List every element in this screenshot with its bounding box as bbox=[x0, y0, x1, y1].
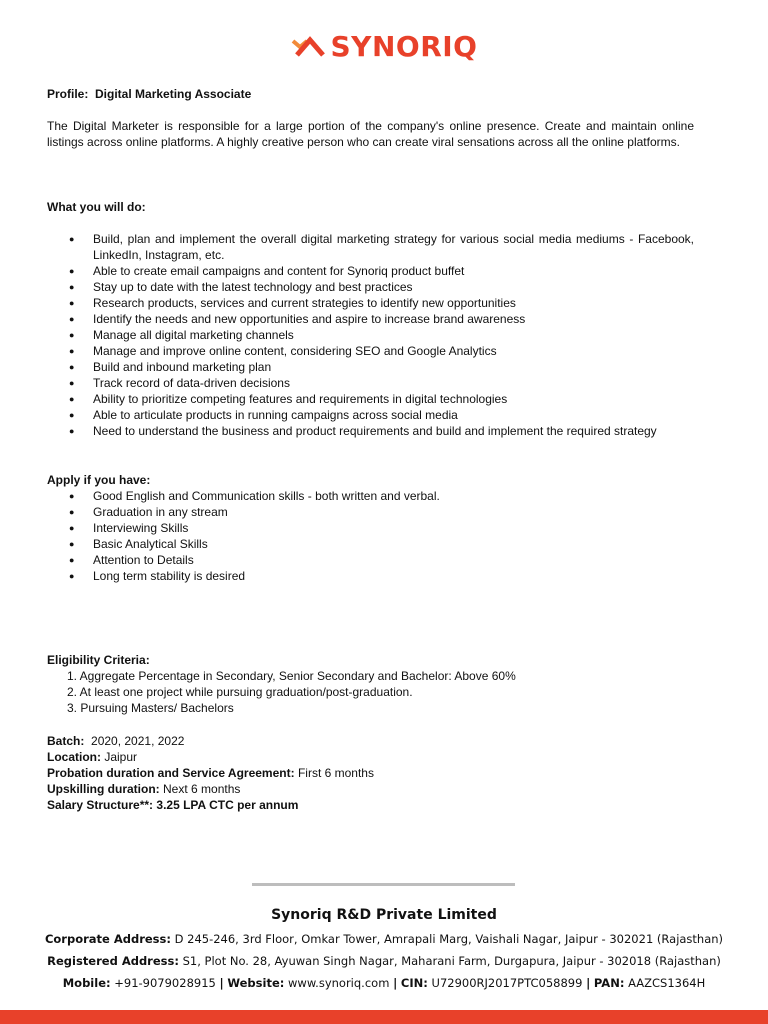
bullet-icon: ● bbox=[69, 346, 75, 356]
footer-company-name: Synoriq R&D Private Limited bbox=[271, 907, 497, 923]
bullet-icon: ● bbox=[69, 571, 75, 581]
bullet-icon: ● bbox=[69, 330, 75, 340]
registered-address-value: S1, Plot No. 28, Ayuwan Singh Nagar, Maharani Farm, Durgapura, Jaipur - 302018 (Rajasthan) bbox=[182, 954, 721, 968]
bullet-icon: ● bbox=[69, 234, 75, 244]
mobile-label: Mobile: bbox=[62, 976, 111, 990]
profile-line bbox=[47, 86, 694, 102]
requirements-list bbox=[47, 488, 694, 584]
eligibility-list bbox=[47, 668, 694, 716]
pan-value: AAZCS1364H bbox=[628, 976, 706, 990]
bullet-icon: ● bbox=[69, 394, 75, 404]
bullet-icon: ● bbox=[69, 410, 75, 420]
list-item: ● Need to understand the business and product requirements and build and implement the required strategy bbox=[69, 424, 657, 438]
pan-label: PAN: bbox=[593, 976, 625, 990]
upskilling-label: Upskilling duration: bbox=[47, 782, 160, 796]
footer-brand-bar bbox=[0, 1010, 768, 1024]
bullet-icon: ● bbox=[69, 539, 75, 549]
probation-value: First 6 months bbox=[297, 766, 374, 780]
list-item: ● Able to articulate products in running campaigns across social media bbox=[69, 408, 458, 422]
contact-line bbox=[0, 976, 768, 990]
bullet-icon: ● bbox=[69, 266, 75, 276]
list-item: ● Identify the needs and new opportunities and aspire to increase brand awareness bbox=[69, 312, 526, 326]
probation-label: Probation duration and Service Agreement: bbox=[47, 766, 295, 780]
batch-label: Batch: bbox=[47, 734, 85, 748]
corporate-address-value: D 245-246, 3rd Floor, Omkar Tower, Amrapali Marg, Vaishali Nagar, Jaipur - 302021 (Rajasthan) bbox=[174, 932, 724, 946]
list-item: 3. Pursuing Masters/ Bachelors bbox=[67, 701, 234, 715]
bullet-icon: ● bbox=[69, 507, 75, 517]
location-value: Jaipur bbox=[104, 750, 138, 764]
job-details bbox=[47, 733, 694, 813]
separator: | bbox=[219, 976, 224, 990]
registered-address-label: Registered Address: bbox=[47, 954, 179, 968]
list-item: ● Build, plan and implement the overall digital marketing strategy for various social media mediums - Facebook, LinkedIn, Instagram, etc. bbox=[69, 232, 694, 262]
website-label: Website: bbox=[227, 976, 285, 990]
upskilling-line bbox=[47, 781, 694, 797]
bullet-icon: ● bbox=[69, 523, 75, 533]
list-item: ● Build and inbound marketing plan bbox=[69, 360, 272, 374]
what-you-will-do-heading: What you will do: bbox=[47, 200, 146, 214]
profile-label: Profile: bbox=[47, 87, 89, 101]
salary-value: 3.25 LPA CTC per annum bbox=[156, 798, 299, 812]
list-item: ● Interviewing Skills bbox=[69, 521, 189, 535]
bullet-icon: ● bbox=[69, 426, 75, 436]
list-item: ● Ability to prioritize competing features and requirements in digital technologies bbox=[69, 392, 508, 406]
list-item: ● Manage all digital marketing channels bbox=[69, 328, 294, 342]
profile-title: Digital Marketing Associate bbox=[95, 87, 252, 101]
probation-line bbox=[47, 765, 694, 781]
eligibility-heading: Eligibility Criteria: bbox=[47, 653, 150, 667]
responsibilities-list bbox=[47, 231, 694, 439]
registered-address bbox=[0, 954, 768, 968]
bullet-icon: ● bbox=[69, 491, 75, 501]
company-logo bbox=[0, 28, 768, 64]
list-item: 2. At least one project while pursuing graduation/post-graduation. bbox=[67, 685, 413, 699]
bullet-icon: ● bbox=[69, 314, 75, 324]
intro-paragraph: The Digital Marketer is responsible for a large portion of the company's online presence. Create and maintain online listings across online platforms. A highly creative person who can create viral sensations across all the online platforms. bbox=[47, 119, 694, 149]
corporate-address bbox=[0, 932, 768, 946]
salary-line bbox=[47, 797, 694, 813]
mobile-value: +91-9079028915 bbox=[114, 976, 216, 990]
separator: | bbox=[586, 976, 591, 990]
website-link[interactable]: www.synoriq.com bbox=[288, 976, 390, 990]
location-label: Location: bbox=[47, 750, 101, 764]
separator: | bbox=[393, 976, 398, 990]
synoriq-logo-mark-icon bbox=[291, 35, 325, 57]
footer-divider bbox=[252, 883, 515, 886]
bullet-icon: ● bbox=[69, 282, 75, 292]
list-item: ● Attention to Details bbox=[69, 553, 194, 567]
list-item: ● Long term stability is desired bbox=[69, 569, 246, 583]
list-item: 1. Aggregate Percentage in Secondary, Senior Secondary and Bachelor: Above 60% bbox=[67, 669, 516, 683]
cin-value: U72900RJ2017PTC058899 bbox=[431, 976, 583, 990]
bullet-icon: ● bbox=[69, 362, 75, 372]
corporate-address-label: Corporate Address: bbox=[44, 932, 171, 946]
logo-text: SYNORIQ bbox=[330, 29, 478, 63]
salary-label: Salary Structure**: bbox=[47, 798, 154, 812]
cin-label: CIN: bbox=[400, 976, 428, 990]
list-item: ● Research products, services and current strategies to identify new opportunities bbox=[69, 296, 516, 310]
list-item: ● Good English and Communication skills - both written and verbal. bbox=[69, 489, 440, 503]
list-item: ● Basic Analytical Skills bbox=[69, 537, 208, 551]
batch-line bbox=[47, 733, 694, 749]
list-item: ● Able to create email campaigns and content for Synoriq product buffet bbox=[69, 264, 465, 278]
list-item: ● Track record of data-driven decisions bbox=[69, 376, 290, 390]
bullet-icon: ● bbox=[69, 298, 75, 308]
list-item: ● Graduation in any stream bbox=[69, 505, 228, 519]
list-item: ● Manage and improve online content, considering SEO and Google Analytics bbox=[69, 344, 497, 358]
location-line bbox=[47, 749, 694, 765]
bullet-icon: ● bbox=[69, 555, 75, 565]
bullet-icon: ● bbox=[69, 378, 75, 388]
upskilling-value: Next 6 months bbox=[163, 782, 241, 796]
apply-if-heading: Apply if you have: bbox=[47, 473, 151, 487]
list-item: ● Stay up to date with the latest technology and best practices bbox=[69, 280, 413, 294]
batch-value: 2020, 2021, 2022 bbox=[91, 734, 185, 748]
